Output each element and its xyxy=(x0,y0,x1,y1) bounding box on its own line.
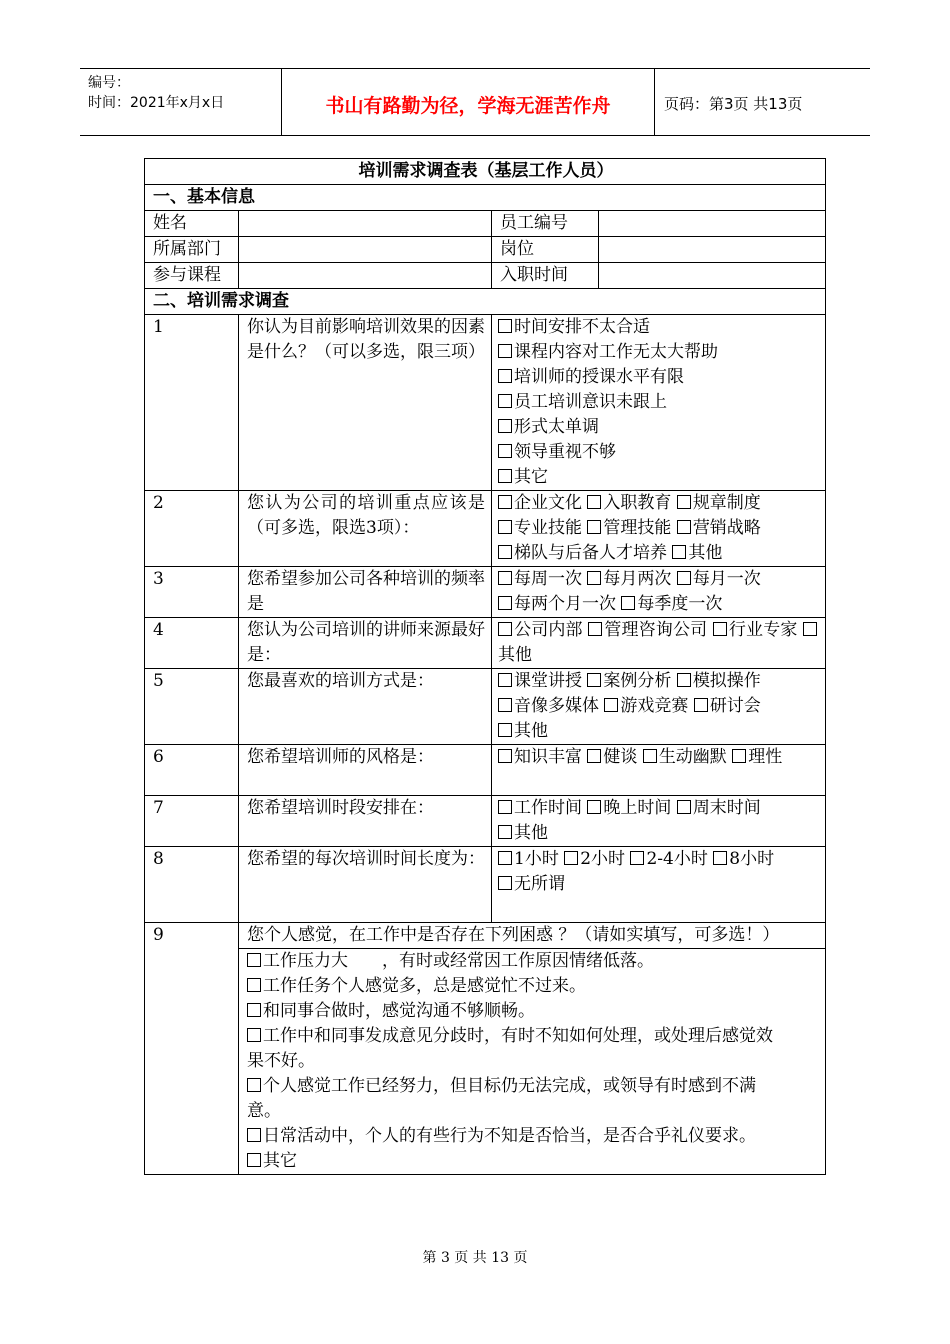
option-label: 每月一次 xyxy=(692,569,761,589)
question-row xyxy=(145,847,826,923)
option-label: 工作压力大 ，有时或经常因工作原因情绪低落。 xyxy=(263,951,654,971)
question-row xyxy=(145,745,826,796)
checkbox-icon[interactable] xyxy=(588,622,602,636)
question-options-row xyxy=(145,949,826,1175)
checkbox-icon[interactable] xyxy=(498,723,512,737)
option-label: 培训师的授课水平有限 xyxy=(514,367,684,387)
label-course: 参与课程 xyxy=(145,263,239,289)
option-label: 其它 xyxy=(514,467,548,487)
option[interactable] xyxy=(498,671,582,691)
checkbox-icon[interactable] xyxy=(677,800,691,814)
option-line xyxy=(498,390,819,415)
question-text: 您认为公司的培训重点应该是（可多选，限选3项）： xyxy=(239,491,492,567)
question-row xyxy=(145,491,826,567)
option-label: 晚上时间 xyxy=(603,798,672,818)
option[interactable] xyxy=(677,569,761,589)
checkbox-icon[interactable] xyxy=(247,978,261,992)
option[interactable] xyxy=(498,823,548,843)
checkbox-icon[interactable] xyxy=(643,749,657,763)
checkbox-icon[interactable] xyxy=(621,596,635,610)
option-line xyxy=(498,340,819,365)
option-label: 形式太单调 xyxy=(514,417,599,437)
question-text: 您希望的每次培训时间长度为： xyxy=(239,847,492,923)
option-label: 生动幽默 xyxy=(658,747,727,767)
option-label: 其他 xyxy=(514,721,548,741)
option[interactable] xyxy=(588,620,707,640)
survey-form xyxy=(144,158,826,1175)
option-label: 公司内部 xyxy=(514,620,583,640)
question-number: 5 xyxy=(145,669,239,745)
option-label: 员工培训意识未跟上 xyxy=(514,392,667,412)
option-label: 周末时间 xyxy=(692,798,761,818)
option-label: 知识丰富 xyxy=(514,747,582,767)
option[interactable] xyxy=(247,1026,773,1071)
label-join-date: 入职时间 xyxy=(492,263,599,289)
answer-options xyxy=(492,745,826,796)
option[interactable] xyxy=(498,696,599,716)
question-number: 8 xyxy=(145,847,239,923)
option[interactable] xyxy=(587,798,671,818)
option-label: 其他 xyxy=(498,645,532,665)
checkbox-icon[interactable] xyxy=(677,673,691,687)
option-line xyxy=(247,1149,787,1174)
option-label: 日常活动中，个人的有些行为不知是否恰当，是否合乎礼仪要求。 xyxy=(263,1126,756,1146)
question-text: 您希望培训师的风格是： xyxy=(239,745,492,796)
option[interactable] xyxy=(498,798,582,818)
option-line xyxy=(498,365,819,390)
checkbox-icon[interactable] xyxy=(677,495,691,509)
option[interactable] xyxy=(630,849,707,869)
answer-options xyxy=(492,491,826,567)
option[interactable] xyxy=(587,569,671,589)
question-number: 4 xyxy=(145,618,239,669)
option-label: 管理咨询公司 xyxy=(604,620,708,640)
checkbox-icon[interactable] xyxy=(604,698,618,712)
checkbox-icon[interactable] xyxy=(587,749,601,763)
option-label: 营销战略 xyxy=(692,518,761,538)
question-number: 7 xyxy=(145,796,239,847)
option[interactable] xyxy=(498,317,650,337)
option[interactable] xyxy=(498,518,582,538)
answer-options xyxy=(492,618,826,669)
option-line xyxy=(498,415,819,440)
checkbox-icon[interactable] xyxy=(498,571,512,585)
option-line xyxy=(247,949,787,974)
page-footer: 第 3 页 共 13 页 xyxy=(422,1250,528,1266)
option-label: 每季度一次 xyxy=(637,594,723,614)
checkbox-icon[interactable] xyxy=(732,749,746,763)
option[interactable] xyxy=(498,721,548,741)
checkbox-icon[interactable] xyxy=(498,800,512,814)
option[interactable] xyxy=(732,747,782,767)
label-name: 姓名 xyxy=(145,211,239,237)
option-label: 每周一次 xyxy=(514,569,582,589)
option-label: 管理技能 xyxy=(603,518,672,538)
question-row xyxy=(145,796,826,847)
option[interactable] xyxy=(498,392,667,412)
checkbox-icon[interactable] xyxy=(587,520,601,534)
option[interactable] xyxy=(498,493,582,513)
checkbox-icon[interactable] xyxy=(498,444,512,458)
checkbox-icon[interactable] xyxy=(498,344,512,358)
option-line xyxy=(247,1074,787,1124)
option-label: 领导重视不够 xyxy=(514,442,616,462)
option[interactable] xyxy=(672,543,722,563)
option-label: 1小时 xyxy=(514,849,559,869)
option-line xyxy=(498,465,819,490)
label-emp-no: 员工编号 xyxy=(492,211,599,237)
option-line xyxy=(247,999,787,1024)
option-line xyxy=(498,440,819,465)
checkbox-icon[interactable] xyxy=(498,520,512,534)
question-row xyxy=(145,567,826,618)
option-label: 音像多媒体 xyxy=(514,696,599,716)
option[interactable] xyxy=(498,417,599,437)
checkbox-icon[interactable] xyxy=(713,851,727,865)
question-number: 9 xyxy=(145,923,239,1175)
option-label: 研讨会 xyxy=(709,696,761,716)
option-label: 其他 xyxy=(514,823,548,843)
option[interactable] xyxy=(677,518,761,538)
option-label: 工作中和同事发成意见分歧时，有时不知如何处理，或处理后感觉效果不好。 xyxy=(247,1026,773,1071)
option[interactable] xyxy=(498,874,565,894)
option-label: 时间安排不太合适 xyxy=(514,317,650,337)
option[interactable] xyxy=(247,1126,756,1146)
option-label: 游戏竞赛 xyxy=(620,696,689,716)
question-text: 您认为公司培训的讲师来源最好是： xyxy=(239,618,492,669)
checkbox-icon[interactable] xyxy=(498,673,512,687)
checkbox-icon[interactable] xyxy=(498,876,512,890)
checkbox-icon[interactable] xyxy=(498,545,512,559)
field-join-date[interactable] xyxy=(599,263,826,289)
option[interactable] xyxy=(713,849,774,869)
checkbox-icon[interactable] xyxy=(587,673,601,687)
option[interactable] xyxy=(498,367,684,387)
option-label: 行业专家 xyxy=(728,620,798,640)
option[interactable] xyxy=(247,1001,535,1021)
field-name[interactable] xyxy=(239,211,492,237)
option-label: 课程内容对工作无太大帮助 xyxy=(514,342,718,362)
label-post: 岗位 xyxy=(492,237,599,263)
option-line xyxy=(247,1124,787,1149)
question-row xyxy=(145,315,826,491)
date-label: 时间：2021年x月x日 xyxy=(88,95,225,111)
checkbox-icon[interactable] xyxy=(498,369,512,383)
option[interactable] xyxy=(498,442,616,462)
option-label: 工作任务个人感觉多，总是感觉忙不过来。 xyxy=(263,976,586,996)
checkbox-icon[interactable] xyxy=(498,698,512,712)
question-text: 您希望参加公司各种培训的频率是 xyxy=(239,567,492,618)
option[interactable] xyxy=(587,518,671,538)
checkbox-icon[interactable] xyxy=(672,545,686,559)
field-emp-no[interactable] xyxy=(599,211,826,237)
checkbox-icon[interactable] xyxy=(247,1153,261,1167)
option[interactable] xyxy=(677,798,761,818)
answer-options xyxy=(492,796,826,847)
answer-options xyxy=(492,669,826,745)
option[interactable] xyxy=(587,493,671,513)
option-label: 梯队与后备人才培养 xyxy=(514,543,667,563)
question-row xyxy=(145,618,826,669)
label-dept: 所属部门 xyxy=(145,237,239,263)
header-motto: 书山有路勤为径，学海无涯苦作舟 xyxy=(325,95,611,117)
form-title: 培训需求调查表（基层工作人员） xyxy=(145,159,826,185)
checkbox-icon[interactable] xyxy=(247,953,261,967)
option[interactable] xyxy=(713,620,798,640)
option[interactable] xyxy=(247,1076,756,1121)
option[interactable] xyxy=(498,620,583,640)
question-number: 1 xyxy=(145,315,239,491)
checkbox-icon[interactable] xyxy=(498,622,512,636)
question-number: 3 xyxy=(145,567,239,618)
question-text: 您最喜欢的培训方式是： xyxy=(239,669,492,745)
option-label: 案例分析 xyxy=(603,671,672,691)
question-number: 2 xyxy=(145,491,239,567)
option[interactable] xyxy=(247,951,654,971)
option-line xyxy=(247,1024,787,1074)
option-label: 模拟操作 xyxy=(692,671,761,691)
checkbox-icon[interactable] xyxy=(498,851,512,865)
option-label: 每月两次 xyxy=(603,569,672,589)
option[interactable] xyxy=(677,493,761,513)
option[interactable] xyxy=(498,594,616,614)
option-label: 其它 xyxy=(263,1151,297,1171)
option[interactable] xyxy=(677,671,761,691)
header-page-number: 页码：第3页 共13页 xyxy=(664,95,803,113)
checkbox-icon[interactable] xyxy=(587,800,601,814)
option-label: 课堂讲授 xyxy=(514,671,582,691)
code-label: 编号： xyxy=(88,75,130,91)
section-basic-info: 一、基本信息 xyxy=(145,185,826,211)
checkbox-icon[interactable] xyxy=(803,622,817,636)
checkbox-icon[interactable] xyxy=(587,571,601,585)
option-label: 企业文化 xyxy=(514,493,582,513)
section-training-needs: 二、培训需求调查 xyxy=(145,289,826,315)
checkbox-icon[interactable] xyxy=(498,596,512,610)
question-row xyxy=(145,669,826,745)
checkbox-icon[interactable] xyxy=(498,825,512,839)
header-divider xyxy=(654,69,655,135)
option[interactable] xyxy=(498,569,582,589)
option-label: 2-4小时 xyxy=(646,849,708,869)
option-label: 无所谓 xyxy=(514,874,565,894)
option[interactable] xyxy=(498,467,548,487)
checkbox-icon[interactable] xyxy=(564,851,578,865)
checkbox-icon[interactable] xyxy=(247,1028,261,1042)
checkbox-icon[interactable] xyxy=(247,1003,261,1017)
checkbox-icon[interactable] xyxy=(630,851,644,865)
option-label: 个人感觉工作已经努力，但目标仍无法完成，或领导有时感到不满意。 xyxy=(247,1076,756,1121)
checkbox-icon[interactable] xyxy=(713,622,727,636)
option[interactable] xyxy=(694,696,761,716)
checkbox-icon[interactable] xyxy=(498,394,512,408)
answer-options xyxy=(239,949,826,1175)
option[interactable] xyxy=(604,696,688,716)
checkbox-icon[interactable] xyxy=(694,698,708,712)
question-text: 你认为目前影响培训效果的因素是什么？（可以多选，限三项） xyxy=(239,315,492,491)
option[interactable] xyxy=(587,747,637,767)
question-number: 6 xyxy=(145,745,239,796)
option-label: 规章制度 xyxy=(692,493,761,513)
checkbox-icon[interactable] xyxy=(677,571,691,585)
page-header xyxy=(80,68,870,136)
option-label: 2小时 xyxy=(580,849,626,869)
checkbox-icon[interactable] xyxy=(677,520,691,534)
option[interactable] xyxy=(247,1151,297,1171)
option-label: 工作时间 xyxy=(514,798,582,818)
option-label: 健谈 xyxy=(603,747,638,767)
answer-options xyxy=(492,567,826,618)
option-label: 理性 xyxy=(748,747,783,767)
option-label: 其他 xyxy=(688,543,723,563)
field-dept[interactable] xyxy=(239,237,492,263)
checkbox-icon[interactable] xyxy=(498,319,512,333)
checkbox-icon[interactable] xyxy=(498,469,512,483)
option[interactable] xyxy=(587,671,671,691)
field-course[interactable] xyxy=(239,263,492,289)
header-left xyxy=(88,73,224,113)
checkbox-icon[interactable] xyxy=(587,495,601,509)
option[interactable] xyxy=(621,594,722,614)
option-label: 8小时 xyxy=(729,849,775,869)
option-label: 每两个月一次 xyxy=(514,594,616,614)
answer-options xyxy=(492,847,826,923)
option[interactable] xyxy=(498,342,718,362)
checkbox-icon[interactable] xyxy=(498,419,512,433)
question-text: 您个人感觉，在工作中是否存在下列困惑 ？（请如实填写，可多选！） xyxy=(239,923,826,949)
checkbox-icon[interactable] xyxy=(498,495,512,509)
checkbox-icon[interactable] xyxy=(247,1078,261,1092)
option-label: 和同事合做时，感觉沟通不够顺畅。 xyxy=(263,1001,535,1021)
option[interactable] xyxy=(498,849,559,869)
field-post[interactable] xyxy=(599,237,826,263)
option[interactable] xyxy=(643,747,727,767)
answer-options xyxy=(492,315,826,491)
option-line xyxy=(247,974,787,999)
option[interactable] xyxy=(498,543,667,563)
option-label: 入职教育 xyxy=(603,493,672,513)
option[interactable] xyxy=(247,976,586,996)
checkbox-icon[interactable] xyxy=(498,749,512,763)
option-label: 专业技能 xyxy=(514,518,582,538)
option[interactable] xyxy=(498,747,582,767)
option-line xyxy=(498,315,819,340)
question-text: 您希望培训时段安排在： xyxy=(239,796,492,847)
checkbox-icon[interactable] xyxy=(247,1128,261,1142)
option[interactable] xyxy=(564,849,625,869)
question-row xyxy=(145,923,826,949)
